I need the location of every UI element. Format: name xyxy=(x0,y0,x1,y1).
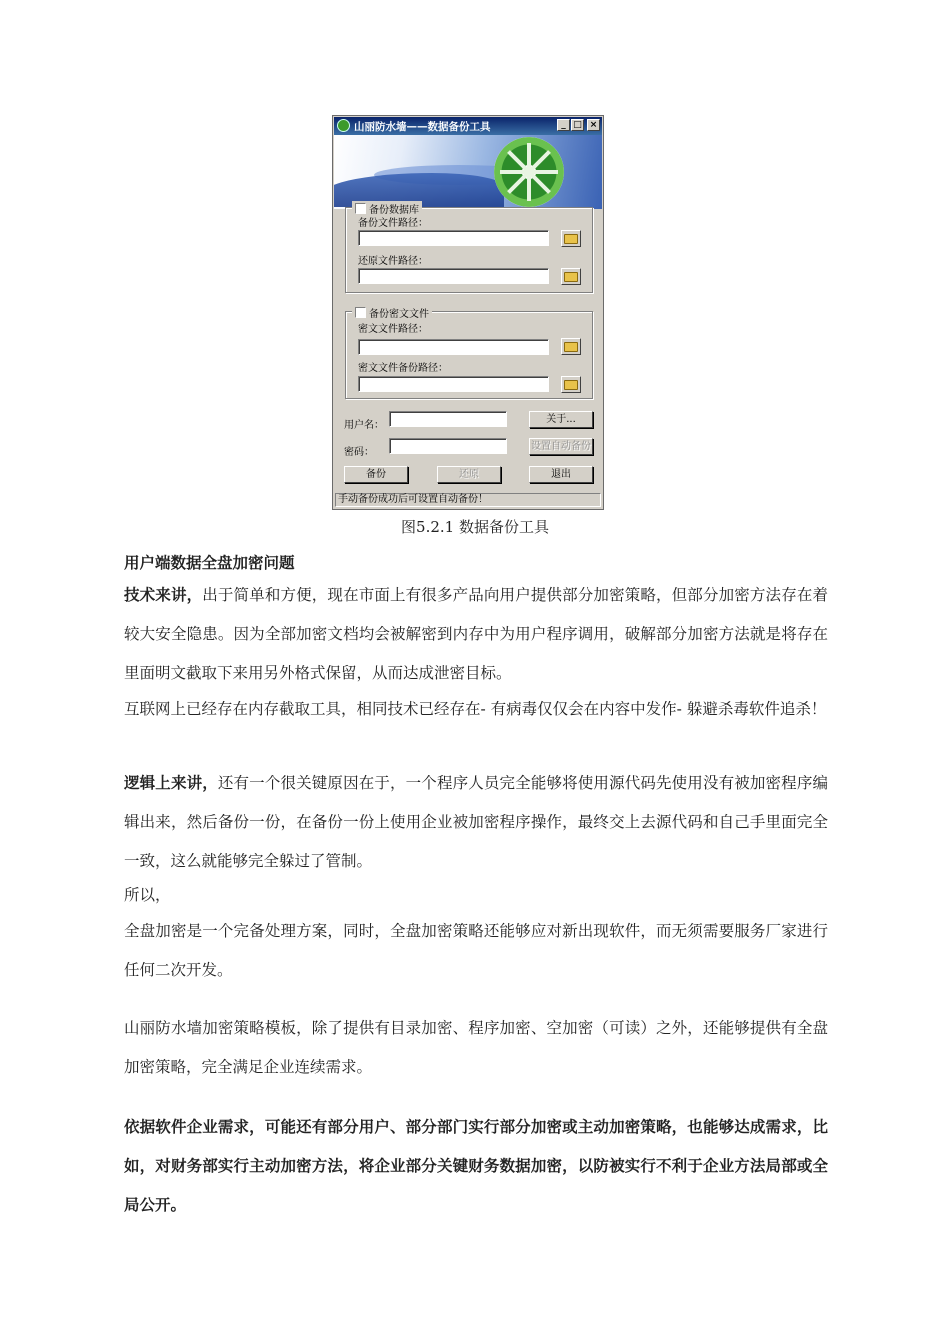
paragraph-text: 还有一个很关键原因在于，一个程序人员完全能够将使用源代码先使用没有被加密程序编辑出来，然后备份一份，在备份一份上使用企业被加密程序操作，最终交上去源代码和自己手里面完全一致，这么就能够完全躲过了管制。 xyxy=(124,774,828,870)
browse-cipher-backup-path-button[interactable] xyxy=(561,376,581,393)
cipher-backup-path-label: 密文文件备份路径： xyxy=(358,363,448,374)
username-input[interactable] xyxy=(389,411,507,427)
backup-cipher-checkbox[interactable] xyxy=(355,307,366,318)
paragraph-text: 出于简单和方便，现在市面上有很多产品向用户提供部分加密策略，但部分加密方法存在着较大安全隐患。因为全部加密文档均会被解密到内存中为用户程序调用，破解部分加密方法就是将存在里面明文截取下来用另外格式保留，从而达成泄密目标。 xyxy=(124,586,828,682)
folder-icon xyxy=(564,234,578,244)
about-button[interactable]: 关于... xyxy=(529,411,593,428)
backup-database-checkbox[interactable] xyxy=(355,203,366,214)
cipher-path-label: 密文文件路径： xyxy=(358,324,428,335)
backup-cipher-label: 备份密文文件 xyxy=(369,309,429,320)
title-bar xyxy=(334,117,602,135)
paragraph-requirements: 依据软件企业需求，可能还有部分用户、部分部门实行部分加密或主动加密策略，也能够达成需求，比如，对财务部实行主动加密方法，将企业部分关键财务数据加密，以防被实行不利于企业方法局部或全局公开。 xyxy=(124,1118,828,1214)
paragraph-full-disk: 全盘加密是一个完备处理方案，同时，全盘加密策略还能够应对新出现软件，而无须需要服务厂家进行任何二次开发。 xyxy=(124,922,828,979)
browse-backup-path-button[interactable] xyxy=(561,230,581,247)
banner-image xyxy=(334,135,602,209)
auto-backup-button[interactable]: 设置自动备份 xyxy=(529,438,593,455)
cipher-backup-group xyxy=(345,311,593,399)
maximize-button[interactable]: □ xyxy=(571,119,584,131)
paragraph-lead: 技术来讲， xyxy=(124,586,203,604)
paragraph-lead: 逻辑上来讲， xyxy=(124,774,218,792)
backup-path-label: 备份文件路径： xyxy=(358,218,428,229)
window-title: 山丽防水墙——数据备份工具 xyxy=(354,121,491,133)
folder-icon xyxy=(564,380,578,390)
cipher-path-field[interactable] xyxy=(358,339,549,355)
app-shield-icon xyxy=(337,119,350,132)
paragraph-logical xyxy=(124,764,828,881)
username-label: 用户名： xyxy=(344,420,384,431)
password-input[interactable] xyxy=(389,438,507,454)
database-backup-group xyxy=(345,207,593,293)
paragraph-memory-tools: 互联网上已经存在内存截取工具，相同技术已经存在- 有病毒仅仅会在内容中发作- 躲避杀毒软件追杀！ xyxy=(124,700,827,718)
shield-logo-icon xyxy=(494,137,564,207)
cipher-backup-path-field[interactable] xyxy=(358,376,549,392)
figure-caption: 图5.2.1 数据备份工具 xyxy=(401,518,549,536)
paragraph-therefore: 所以， xyxy=(124,886,171,904)
browse-restore-path-button[interactable] xyxy=(561,268,581,285)
status-bar: 手动备份成功后可设置自动备份！ xyxy=(335,493,601,507)
paragraph-template: 山丽防水墙加密策略模板，除了提供有目录加密、程序加密、空加密（可读）之外，还能够提供有全盘加密策略，完全满足企业连续需求。 xyxy=(124,1019,828,1076)
backup-database-label: 备份数据库 xyxy=(369,205,419,216)
exit-button[interactable]: 退出 xyxy=(529,466,593,483)
restore-path-field[interactable] xyxy=(358,268,549,284)
backup-path-field[interactable] xyxy=(358,230,549,246)
section-heading: 用户端数据全盘加密问题 xyxy=(124,554,295,572)
password-label: 密码： xyxy=(344,447,374,458)
folder-icon xyxy=(564,342,578,352)
paragraph-technical xyxy=(124,576,828,693)
restore-button[interactable]: 还原 xyxy=(437,466,501,483)
restore-path-label: 还原文件路径： xyxy=(358,256,428,267)
close-button[interactable]: × xyxy=(587,119,600,131)
backup-tool-window xyxy=(332,115,604,510)
browse-cipher-path-button[interactable] xyxy=(561,338,581,355)
folder-icon xyxy=(564,272,578,282)
backup-button[interactable]: 备份 xyxy=(344,466,408,483)
minimize-button[interactable]: _ xyxy=(557,119,570,131)
